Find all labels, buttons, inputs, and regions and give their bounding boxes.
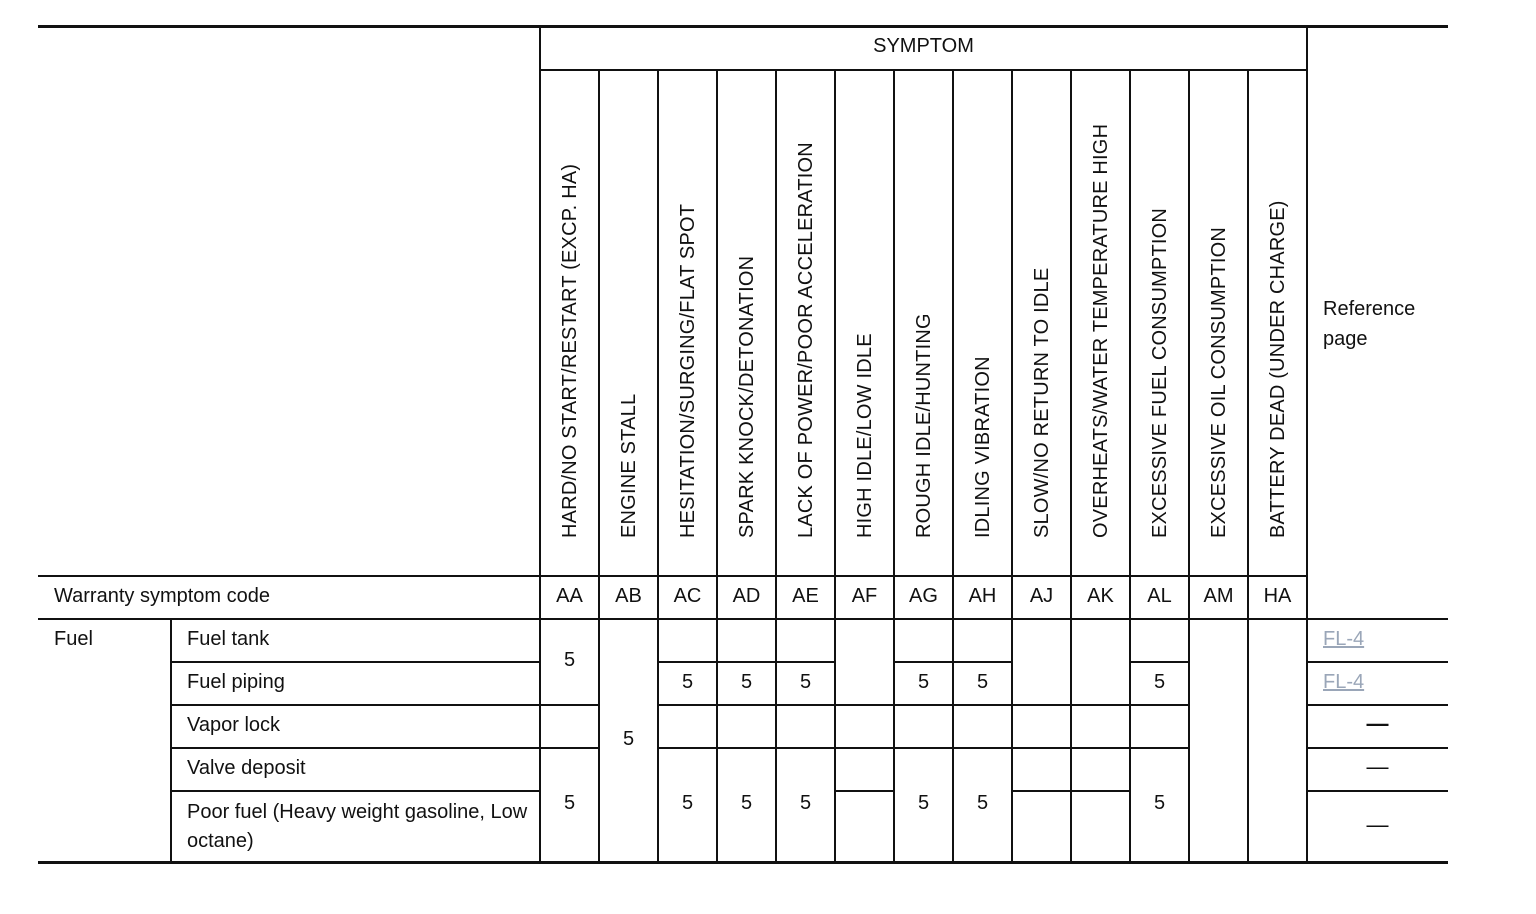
symptom-header-ad: SPARK KNOCK/DETONATION bbox=[735, 255, 758, 538]
code-aj: AJ bbox=[1029, 585, 1054, 607]
code-aa: AA bbox=[556, 585, 583, 607]
symptom-header-ag: ROUGH IDLE/HUNTING bbox=[912, 313, 935, 538]
item-label-fuel-piping: Fuel piping bbox=[187, 671, 285, 693]
symptom-header-al: EXCESSIVE FUEL CONSUMPTION bbox=[1148, 207, 1171, 538]
symptom-header-ak: OVERHEATS/WATER TEMPERATURE HIGH bbox=[1089, 123, 1112, 538]
symptom-header-af: HIGH IDLE/LOW IDLE bbox=[853, 333, 876, 538]
reference-dash-poor-fuel: — bbox=[1366, 812, 1389, 837]
symptom-header-ab: ENGINE STALL bbox=[617, 393, 640, 538]
value-poor-fuel-ah: 5 bbox=[976, 792, 989, 814]
item-label-valve-deposit: Valve deposit bbox=[187, 757, 306, 779]
symptom-header-aj: SLOW/NO RETURN TO IDLE bbox=[1030, 267, 1053, 538]
value-fuel-tank-aa: 5 bbox=[563, 649, 576, 671]
item-label-fuel-tank: Fuel tank bbox=[187, 628, 270, 650]
table-top-rule bbox=[38, 25, 1448, 28]
symptom-header-aa: HARD/NO START/RESTART (EXCP. HA) bbox=[558, 163, 581, 538]
table-bottom-rule bbox=[38, 861, 1448, 864]
code-ae: AE bbox=[792, 585, 819, 607]
category-label: Fuel bbox=[54, 628, 93, 650]
code-ab: AB bbox=[615, 585, 642, 607]
symptom-header-ha: BATTERY DEAD (UNDER CHARGE) bbox=[1266, 200, 1289, 538]
value-poor-fuel-ae: 5 bbox=[799, 792, 812, 814]
item-label-poor-fuel: Poor fuel (Heavy weight gasoline, Low octane) bbox=[187, 801, 528, 852]
symptom-header-am: EXCESSIVE OIL CONSUMPTION bbox=[1207, 227, 1230, 538]
code-ha: HA bbox=[1263, 585, 1292, 607]
item-label-vapor-lock: Vapor lock bbox=[187, 714, 281, 736]
symptom-header: SYMPTOM bbox=[873, 35, 974, 57]
warranty-row-label: Warranty symptom code bbox=[54, 585, 270, 607]
code-ac: AC bbox=[673, 585, 702, 607]
symptom-header-ac: HESITATION/SURGING/FLAT SPOT bbox=[676, 203, 699, 538]
code-am: AM bbox=[1203, 585, 1234, 607]
code-row-bottom-rule bbox=[38, 618, 1448, 620]
reference-page-header: Reference page bbox=[1323, 298, 1416, 350]
value-vapor-lock-ab: 5 bbox=[622, 728, 635, 750]
value-fuel-piping-ag: 5 bbox=[917, 671, 930, 693]
symptom-header-rule bbox=[540, 69, 1307, 71]
symptom-header-ah: IDLING VIBRATION bbox=[971, 356, 994, 538]
reference-link-fuel-piping[interactable]: FL-4 bbox=[1323, 671, 1365, 693]
code-row-top-rule bbox=[38, 575, 1307, 577]
code-ag: AG bbox=[909, 585, 938, 607]
code-ak: AK bbox=[1087, 585, 1114, 607]
value-fuel-piping-ad: 5 bbox=[740, 671, 753, 693]
value-poor-fuel-ac: 5 bbox=[681, 792, 694, 814]
reference-dash-vapor-lock: — bbox=[1366, 711, 1389, 736]
code-ad: AD bbox=[732, 585, 761, 607]
value-poor-fuel-ad: 5 bbox=[740, 792, 753, 814]
value-poor-fuel-al: 5 bbox=[1153, 792, 1166, 814]
reference-link-fuel-tank[interactable]: FL-4 bbox=[1323, 628, 1365, 650]
reference-dash-valve-deposit: — bbox=[1366, 754, 1389, 779]
value-fuel-piping-ae: 5 bbox=[799, 671, 812, 693]
value-fuel-piping-al: 5 bbox=[1153, 671, 1166, 693]
code-al: AL bbox=[1147, 585, 1172, 607]
code-ah: AH bbox=[968, 585, 997, 607]
value-fuel-piping-ac: 5 bbox=[681, 671, 694, 693]
value-fuel-piping-ah: 5 bbox=[976, 671, 989, 693]
code-af: AF bbox=[851, 585, 878, 607]
symptom-header-ae: LACK OF POWER/POOR ACCELERATION bbox=[794, 142, 817, 538]
value-poor-fuel-ag: 5 bbox=[917, 792, 930, 814]
value-poor-fuel-aa: 5 bbox=[563, 792, 576, 814]
